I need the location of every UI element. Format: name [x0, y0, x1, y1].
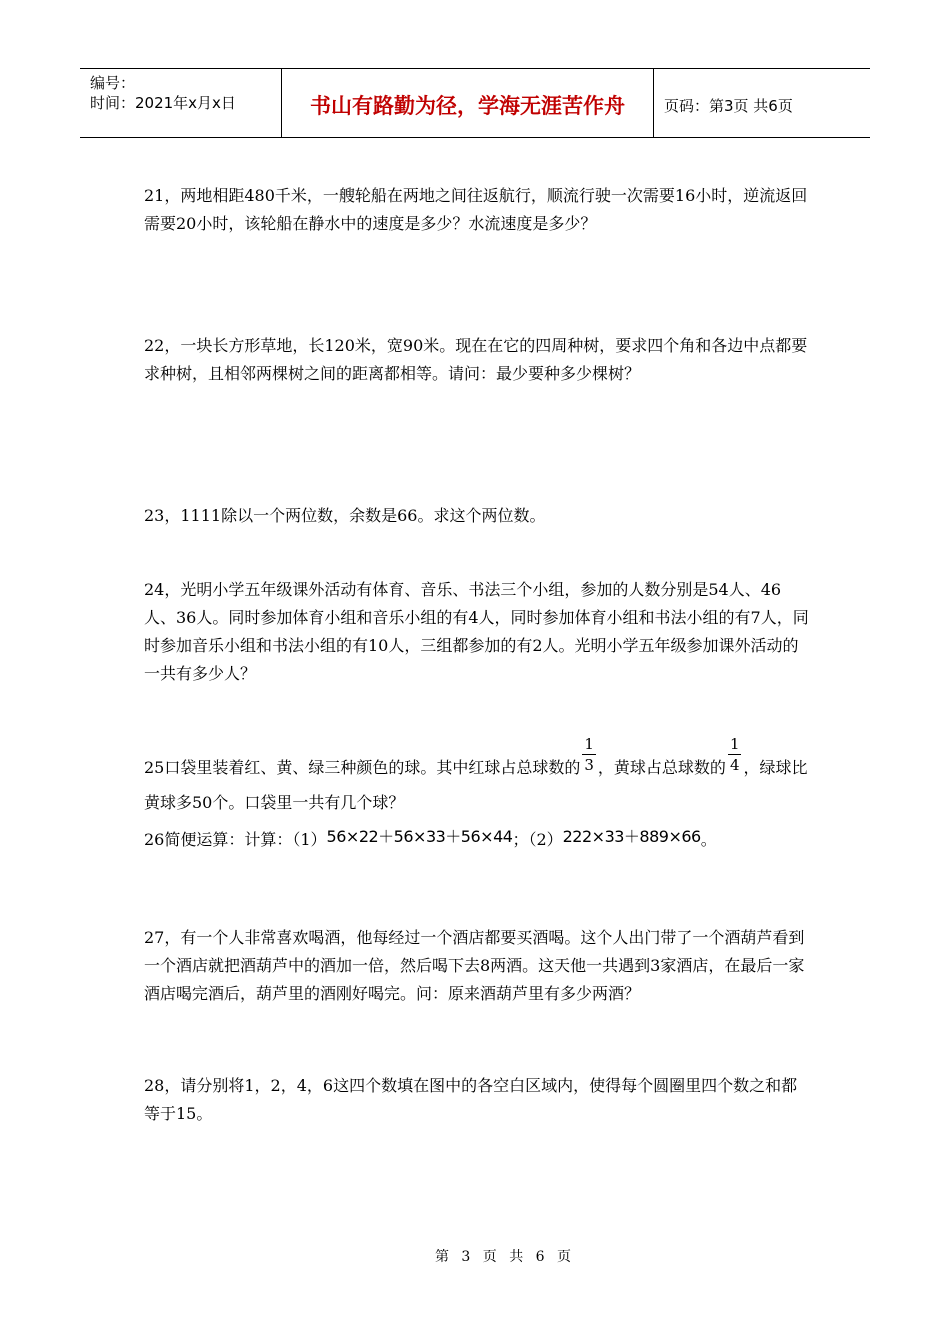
question-22: 22，一块长方形草地，长120米，宽90米。现在在它的四周种树，要求四个角和各边中点都要求种树，且相邻两棵树之间的距离都相等。请问：最少要种多少棵树？ — [144, 336, 808, 383]
question-24: 24，光明小学五年级课外活动有体育、音乐、书法三个小组，参加的人数分别是54人、46人、36人。同时参加体育小组和音乐小组的有4人，同时参加体育小组和书法小组的有7人，同时参加音乐小组和书法小组的有10人，三组都参加的有2人。光明小学五年级参加课外活动的一共有多少人？ — [144, 580, 809, 683]
question-25 — [144, 735, 810, 817]
question-25-text-c: ，绿球比黄球多50个。口袋里一共有几个球？ — [144, 758, 808, 812]
question-28: 28，请分别将1，2，4，6这四个数填在图中的各空白区域内，使得每个圆圈里四个数之和都等于15。 — [144, 1076, 798, 1123]
question-27: 27，有一个人非常喜欢喝酒，他每经过一个酒店都要买酒喝。这个人出门带了一个酒葫芦看到一个酒店就把酒葫芦中的酒加一倍，然后喝下去8两酒。这天他一共遇到3家酒店，在最后一家酒店喝完酒后，葫芦里的酒刚好喝完。问：原来酒葫芦里有多少两酒？ — [144, 928, 805, 1003]
fraction-one-third: $\frac{1}{3}$ — [584, 735, 594, 774]
expression-1: 56×22＋56×33＋56×44 — [326, 827, 513, 846]
question-21: 21，两地相距480千米，一艘轮船在两地之间往返航行，顺流行驶一次需要16小时，逆流返回需要20小时，该轮船在静水中的速度是多少？水流速度是多少？ — [144, 186, 808, 233]
question-26-text-a: 26简便运算：计算：（1） — [144, 830, 327, 849]
expression-2: 222×33＋889×66 — [562, 827, 701, 846]
header-motto: 书山有路勤为径，学海无涯苦作舟 — [282, 69, 654, 137]
page-header — [80, 68, 870, 138]
page-footer: 第 3 页 共 6 页 — [434, 1249, 576, 1265]
question-26 — [144, 826, 810, 854]
question-26-text-b: ；（2） — [512, 830, 563, 849]
question-23: 23，1111除以一个两位数，余数是66。求这个两位数。 — [144, 506, 546, 525]
fraction-one-quarter: $\frac{1}{4}$ — [729, 735, 740, 774]
question-25-text-b: ，黄球占总球数的 — [597, 758, 726, 777]
question-25-text-a: 25口袋里装着红、黄、绿三种颜色的球。其中红球占总球数的 — [144, 758, 581, 777]
header-meta — [80, 69, 282, 137]
document-date: 时间：2021年x月x日 — [90, 94, 236, 112]
document-number-label: 编号： — [90, 74, 136, 92]
question-26-text-c: 。 — [700, 830, 717, 849]
header-page-code: 页码：第3页 共6页 — [664, 96, 793, 115]
